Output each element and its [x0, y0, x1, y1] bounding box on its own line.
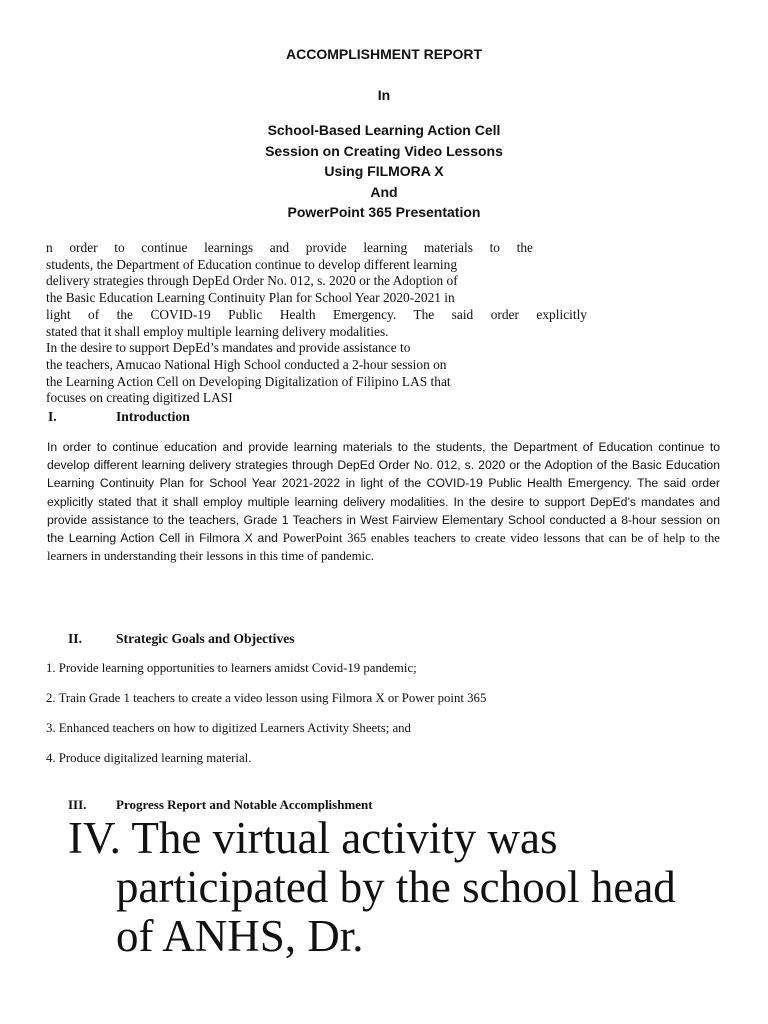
section-1-heading — [48, 409, 190, 425]
section-2-heading — [68, 631, 295, 647]
title-sub-2: Session on Creating Video Lessons — [265, 142, 503, 159]
section-4-line: IV. The virtual activity was — [68, 813, 558, 863]
title-sub-5: PowerPoint 365 Presentation — [287, 204, 481, 220]
intro-line: n order to continue learnings and provide learning materials to the — [46, 240, 533, 255]
intro-line: the Basic Education Learning Continuity Plan for School Year 2020-2021 in — [46, 290, 455, 306]
section-1-text-tail: PowerPoint 365 enables teachers to create video lessons that can be of help to the learners in understanding their lessons in this time of pandemic. — [47, 531, 720, 564]
section-1-paragraph — [47, 438, 720, 565]
intro-line: focuses on creating digitized LASI — [46, 390, 233, 406]
title-sub-3: Using FILMORA X — [324, 163, 444, 179]
intro-line: delivery strategies through DepEd Order No. 012, s. 2020 or the Adoption of — [46, 273, 458, 289]
report-title-block — [0, 44, 768, 223]
section-1-text: In order to continue education and provide learning materials to the students, the Department of Education continue to develop different learning delivery strategies through DepEd Order No. 012, s. 2020 or the Adoption of the Basic Education Learning Continuity Plan for School Year 2021-2022 in light of the COVID-19 Public Health Emergency. The said order explicitly stated that it shall employ multiple learning delivery modalities. In the desire to support DepEd’s mandates and provide assistance to the teachers, Grade 1 Teachers in West Fairview Elementary School conducted a 8-hour session on the Learning Action Cell in Filmora X and — [47, 440, 720, 546]
section-3-title: Progress Report and Notable Accomplishment — [116, 797, 373, 812]
section-4-line: of ANHS, Dr. — [116, 911, 364, 961]
objective-item: 3. Enhanced teachers on how to digitized Learners Activity Sheets; and — [46, 721, 411, 735]
section-3-number: III. — [68, 797, 87, 812]
section-3-heading — [68, 797, 373, 813]
intro-line: In the desire to support DepEd’s mandates and provide assistance to — [46, 340, 411, 356]
title-sub-1: School-Based Learning Action Cell — [267, 122, 501, 138]
intro-line: stated that it shall employ multiple learning delivery modalities. — [46, 323, 389, 339]
objective-item: 2. Train Grade 1 teachers to create a video lesson using Filmora X or Power point 365 — [46, 691, 487, 705]
intro-line: light of the COVID-19 Public Health Emergency. The said order explicitly — [46, 306, 587, 322]
intro-line: students, the Department of Education continue to develop different learning — [46, 256, 458, 272]
section-1-number: I. — [48, 409, 57, 424]
section-4-large-text — [68, 814, 748, 961]
objective-item: 4. Produce digitalized learning material. — [46, 751, 252, 765]
section-2-number: II. — [68, 631, 82, 646]
intro-line: the teachers, Amucao National High School conducted a 2-hour session on — [46, 356, 447, 372]
intro-line: the Learning Action Cell on Developing Digitalization of Filipino LAS that — [46, 373, 451, 389]
title-in: In — [377, 86, 391, 103]
section-2-title: Strategic Goals and Objectives — [116, 631, 295, 646]
section-4-line: participated by the school head — [116, 862, 676, 912]
report-title: ACCOMPLISHMENT REPORT — [286, 46, 482, 62]
intro-paragraph — [46, 240, 606, 407]
section-1-title: Introduction — [116, 409, 190, 424]
objective-item: 1. Provide learning opportunities to learners amidst Covid-19 pandemic; — [46, 661, 417, 675]
title-sub-4: And — [370, 183, 398, 200]
